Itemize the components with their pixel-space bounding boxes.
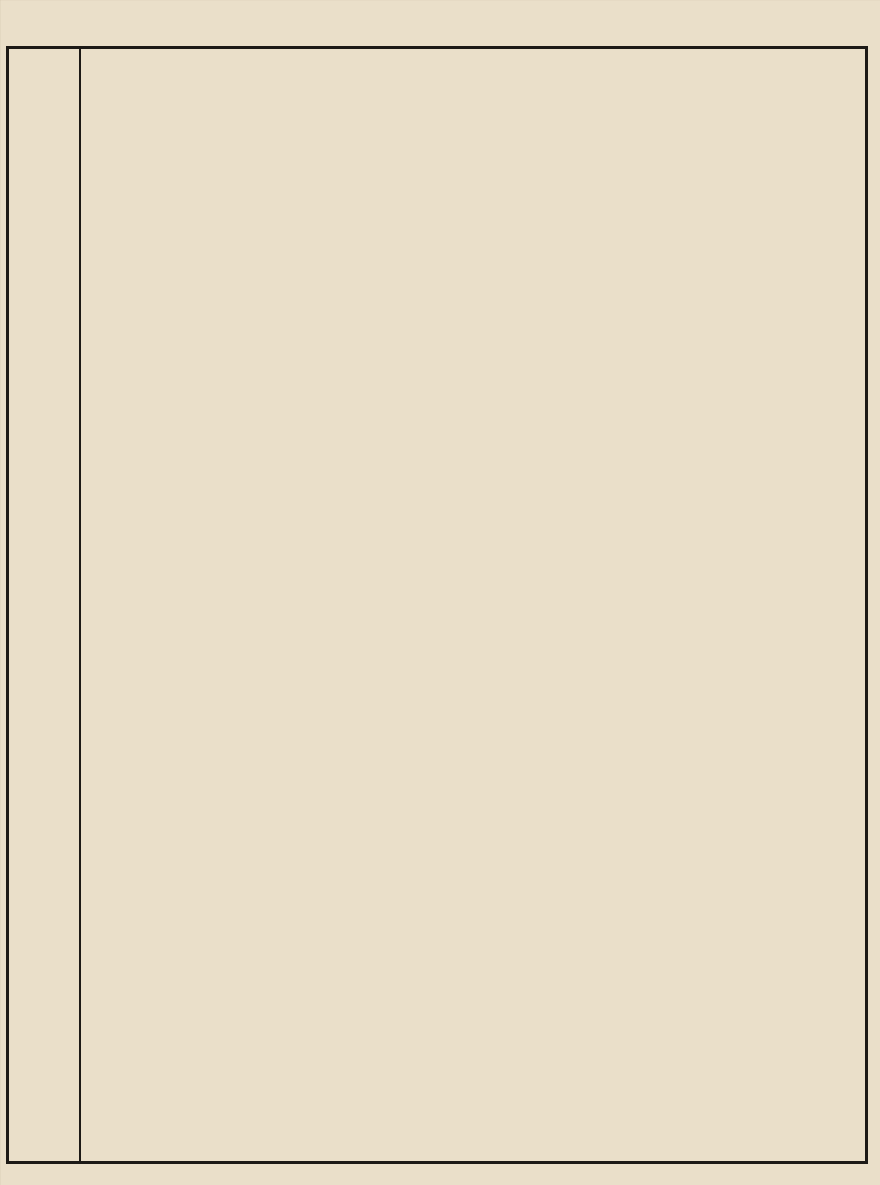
section-heading-5 [355, 120, 405, 270]
section-heading-2 [480, 350, 530, 490]
ruby-annotation-1 [808, 120, 822, 230]
section-heading-1 [740, 100, 790, 460]
text-column-6 [634, 100, 668, 1150]
text-column-10 [425, 810, 459, 1150]
folio-number [792, 68, 832, 84]
ruby-annotation-5 [205, 80, 219, 180]
note-column-5 [305, 260, 333, 640]
text-column-7 [597, 100, 631, 1150]
note-column-3 [432, 290, 460, 520]
text-column-8 [560, 100, 594, 1150]
text-column-4 [708, 100, 742, 1150]
note-column-6 [250, 245, 278, 695]
text-column-5 [671, 100, 705, 1150]
section-heading-6 [290, 120, 340, 220]
note-column-1 [505, 495, 533, 825]
note-column-4 [370, 285, 398, 605]
section-heading-7 [218, 60, 268, 240]
text-column-2 [785, 100, 819, 1150]
ruby-annotation-2 [726, 120, 740, 200]
ruby-annotation-4 [278, 120, 292, 210]
section-heading-3 [420, 100, 470, 280]
text-column-3 [745, 460, 779, 1150]
section-heading-8 [150, 100, 200, 400]
margin-rule [79, 46, 81, 1164]
margin-line-1 [40, 190, 74, 1150]
ruby-annotation-3 [542, 100, 556, 200]
note-column-2 [470, 495, 498, 745]
section-heading-4 [415, 540, 465, 800]
margin-line-2 [88, 590, 122, 1150]
text-column-1 [822, 100, 856, 1150]
